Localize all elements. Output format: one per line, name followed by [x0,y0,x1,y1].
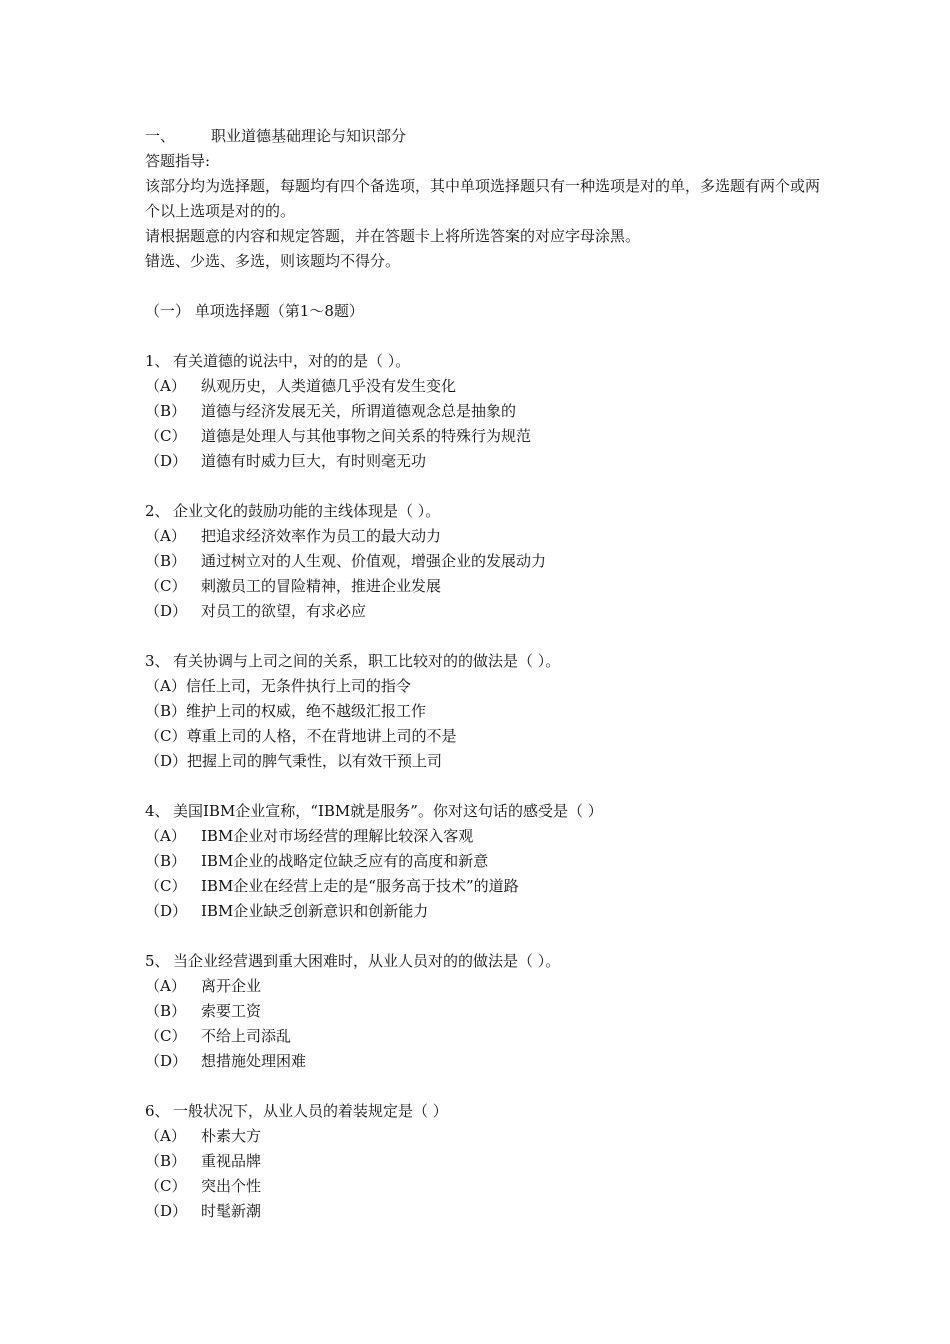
option-text: 把追求经济效率作为员工的最大动力 [201,527,442,545]
question-6 [145,1099,825,1224]
option-text: 索要工资 [201,1002,262,1020]
option-label: （A） [145,527,186,545]
option-text: 纵观历史，人类道德几乎没有发生变化 [201,377,457,395]
option-label: （B） [145,702,187,720]
question-text: 一般状况下，从业人员的着装规定是（ ） [173,1102,448,1120]
section-heading [145,124,825,149]
option-d [145,599,825,624]
option-text: 把握上司的脾气秉性，以有效干预上司 [187,752,443,770]
option-a [145,374,825,399]
option-c [145,574,825,599]
question-number: 6、 [145,1102,170,1120]
option-d [145,449,825,474]
option-label: （C） [145,727,187,745]
option-text: 朴素大方 [201,1127,262,1145]
option-b [145,1149,825,1174]
option-text: IBM企业缺乏创新意识和创新能力 [201,902,429,920]
option-text: 对员工的欲望，有求必应 [201,602,367,620]
question-text: 有关协调与上司之间的关系，职工比较对的的做法是（ ）。 [173,652,561,670]
question-stem [145,649,825,674]
question-number: 4、 [145,802,170,820]
question-number: 2、 [145,502,170,520]
option-c [145,724,825,749]
option-label: （D） [145,1052,188,1070]
option-text: 通过树立对的人生观、价值观，增强企业的发展动力 [201,552,547,570]
option-text: 维护上司的权威，绝不越级汇报工作 [186,702,427,720]
section-title: 职业道德基础理论与知识部分 [211,127,407,145]
question-1 [145,349,825,474]
option-label: （B） [145,1002,187,1020]
question-5 [145,949,825,1074]
option-a [145,524,825,549]
option-text: IBM企业在经营上走的是“服务高于技术”的道路 [201,877,519,895]
option-b [145,849,825,874]
option-label: （C） [145,577,187,595]
option-b [145,699,825,724]
option-label: （C） [145,877,187,895]
question-number: 5、 [145,952,170,970]
question-2 [145,499,825,624]
option-b [145,399,825,424]
instructions-heading: 答题指导: [145,152,211,170]
option-text: 时髦新潮 [201,1202,262,1220]
option-text: 刺激员工的冒险精神，推进企业发展 [201,577,442,595]
option-b [145,549,825,574]
subsection-label: （一） [145,302,191,320]
option-a [145,824,825,849]
option-label: （A） [145,677,186,695]
option-label: （B） [145,552,187,570]
option-label: （D） [145,902,188,920]
instructions-line: 错选、少选、多选，则该题均不得分。 [145,252,401,270]
subsection-heading [145,299,825,324]
instructions-line: 该部分均为选择题，每题均有四个备选项，其中单项选择题只有一种选项是对的单，多选题有两个或两个以上选项是对的的。 [145,177,821,220]
question-stem [145,349,825,374]
option-label: （C） [145,427,187,445]
option-text: 信任上司，无条件执行上司的指令 [185,677,411,695]
option-text: 不给上司添乱 [201,1027,292,1045]
question-stem [145,1099,825,1124]
option-label: （A） [145,827,186,845]
question-text: 有关道德的说法中，对的的是（ ）。 [173,352,411,370]
option-text: IBM企业的战略定位缺乏应有的高度和新意 [201,852,489,870]
option-label: （A） [145,1127,186,1145]
option-text: 道德与经济发展无关，所谓道德观念总是抽象的 [201,402,517,420]
option-label: （B） [145,1152,187,1170]
option-label: （A） [145,377,186,395]
question-number: 3、 [145,652,170,670]
option-label: （C） [145,1177,187,1195]
question-stem [145,949,825,974]
option-label: （B） [145,852,187,870]
option-c [145,874,825,899]
question-text: 当企业经营遇到重大困难时，从业人员对的的做法是（ ）。 [173,952,561,970]
option-a [145,974,825,999]
option-c [145,424,825,449]
option-label: （D） [145,452,188,470]
option-text: 重视品牌 [201,1152,262,1170]
option-text: 道德是处理人与其他事物之间关系的特殊行为规范 [201,427,532,445]
option-text: 离开企业 [201,977,262,995]
option-a [145,1124,825,1149]
option-text: IBM企业对市场经营的理解比较深入客观 [201,827,474,845]
option-label: （D） [145,752,188,770]
instructions-line: 请根据题意的内容和规定答题，并在答题卡上将所选答案的对应字母涂黑。 [145,227,641,245]
option-a [145,674,825,699]
option-label: （C） [145,1027,187,1045]
question-4 [145,799,825,924]
option-text: 道德有时威力巨大，有时则毫无功 [201,452,427,470]
option-text: 尊重上司的人格，不在背地讲上司的不是 [186,727,457,745]
option-label: （D） [145,1202,188,1220]
option-d [145,1049,825,1074]
option-text: 突出个性 [201,1177,262,1195]
option-text: 想措施处理困难 [201,1052,307,1070]
subsection-title: 单项选择题（第1～8题） [194,302,364,320]
option-d [145,749,825,774]
option-label: （A） [145,977,186,995]
question-text: 美国IBM企业宣称，“IBM就是服务”。你对这句话的感受是（ ） [173,802,603,820]
question-stem [145,799,825,824]
question-number: 1、 [145,352,170,370]
option-d [145,899,825,924]
option-label: （D） [145,602,188,620]
question-3 [145,649,825,774]
question-stem [145,499,825,524]
question-text: 企业文化的鼓励功能的主线体现是（ ）。 [173,502,441,520]
option-label: （B） [145,402,187,420]
section-number: 一、 [145,127,176,145]
option-d [145,1199,825,1224]
document-page [145,124,825,1224]
option-b [145,999,825,1024]
option-c [145,1174,825,1199]
option-c [145,1024,825,1049]
